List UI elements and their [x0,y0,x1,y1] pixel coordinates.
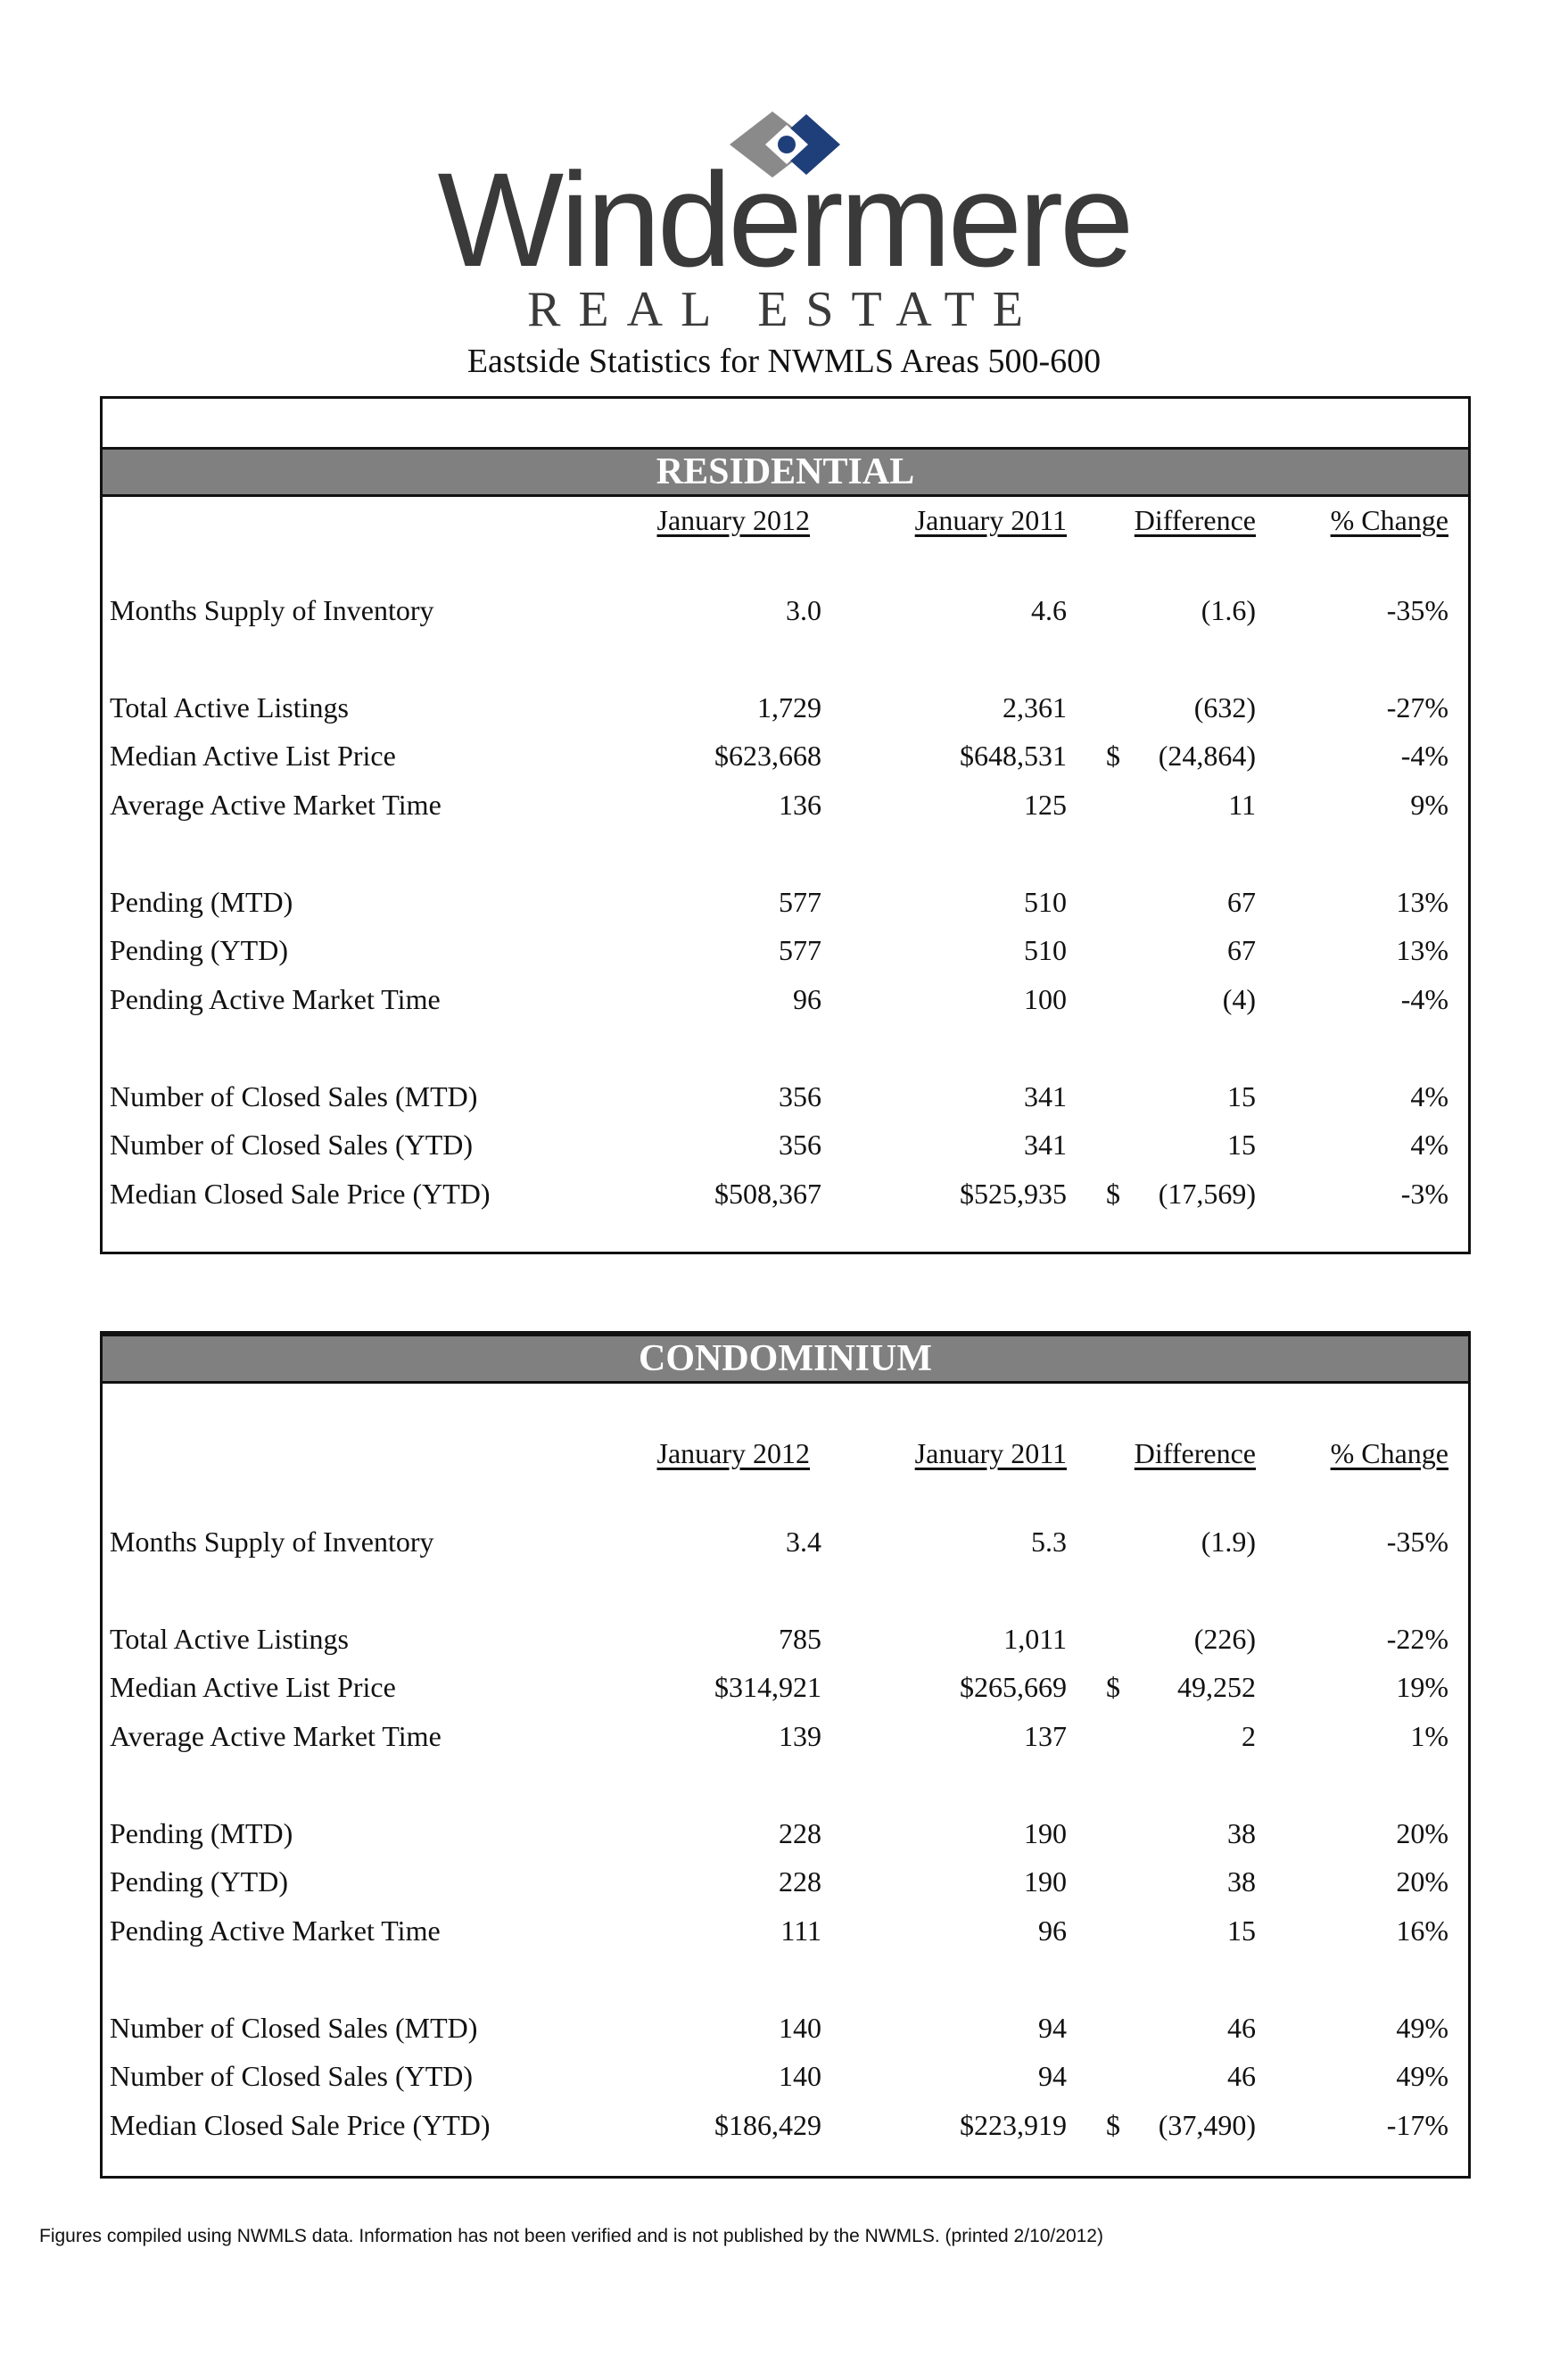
value-pct-change: -22% [1386,1623,1448,1655]
value-difference: (632) [1193,691,1256,724]
condominium-header-row [103,1432,1468,1475]
value-jan-2012: 785 [779,1623,821,1655]
row-label: Pending (YTD) [110,934,288,966]
header-difference: Difference [1134,504,1256,536]
table-row [103,783,1468,826]
value-pct-change: -3% [1400,1178,1448,1210]
value-pct-change: 20% [1396,1817,1448,1849]
value-jan-2011: $223,919 [960,2109,1067,2141]
row-label: Pending (MTD) [110,1817,293,1849]
header-jan-2011: January 2011 [914,504,1067,536]
value-jan-2012: 228 [779,1865,821,1898]
value-difference: (226) [1193,1623,1256,1655]
value-pct-change: 1% [1410,1720,1448,1752]
table-row [103,1075,1468,1118]
value-difference: (17,569) [1158,1178,1256,1210]
row-label: Months Supply of Inventory [110,594,434,626]
value-pct-change: 16% [1396,1914,1448,1947]
table-row [103,2006,1468,2049]
value-pct-change: -4% [1400,983,1448,1015]
table-row [103,978,1468,1021]
value-pct-change: 4% [1410,1080,1448,1112]
value-pct-change: 49% [1396,2060,1448,2092]
value-difference: 15 [1227,1080,1256,1112]
value-difference: (4) [1222,983,1256,1015]
value-jan-2012: 139 [779,1720,821,1752]
value-jan-2012: $314,921 [714,1671,821,1703]
value-jan-2011: 1,011 [1003,1623,1067,1655]
value-jan-2012: $623,668 [714,740,821,772]
table-row [103,686,1468,729]
value-difference: 49,252 [1177,1671,1256,1703]
table-row [103,589,1468,632]
table-row [103,1909,1468,1952]
value-jan-2011: 341 [1024,1129,1067,1161]
row-label: Pending Active Market Time [110,983,441,1015]
logo-tagline: REAL ESTATE [527,282,1041,337]
table-row [103,1617,1468,1660]
header-difference: Difference [1134,1437,1256,1469]
table-row [103,1666,1468,1708]
row-label: Pending (MTD) [110,886,293,918]
header-jan-2012: January 2012 [656,504,810,536]
residential-table [100,396,1471,1254]
difference-dollar-sign: $ [1106,2109,1120,2141]
value-jan-2011: 4.6 [1031,594,1067,626]
row-label: Median Active List Price [110,740,396,772]
table-row [103,1520,1468,1563]
difference-dollar-sign: $ [1106,1671,1120,1703]
row-label: Number of Closed Sales (YTD) [110,1129,474,1161]
value-difference: 67 [1227,934,1256,966]
value-pct-change: -27% [1386,691,1448,724]
value-difference: 67 [1227,886,1256,918]
row-label: Total Active Listings [110,691,349,724]
value-jan-2012: 356 [779,1129,821,1161]
table-row [103,881,1468,923]
value-jan-2012: 140 [779,2012,821,2044]
row-label: Median Active List Price [110,1671,396,1703]
value-pct-change: 4% [1410,1129,1448,1161]
windermere-logo [0,107,1568,339]
header-pct-change: % Change [1330,1437,1448,1469]
row-label: Median Closed Sale Price (YTD) [110,2109,491,2141]
value-jan-2012: $508,367 [714,1178,821,1210]
row-label: Median Closed Sale Price (YTD) [110,1178,491,1210]
value-jan-2012: 577 [779,934,821,966]
table-row [103,2055,1468,2097]
row-label: Number of Closed Sales (YTD) [110,2060,474,2092]
row-label: Number of Closed Sales (MTD) [110,2012,478,2044]
value-jan-2011: $265,669 [960,1671,1067,1703]
row-label: Average Active Market Time [110,789,442,821]
value-jan-2012: 136 [779,789,821,821]
value-pct-change: 13% [1396,934,1448,966]
value-jan-2012: $186,429 [714,2109,821,2141]
logo-wordmark: Windermere [437,145,1131,294]
header-pct-change: % Change [1330,504,1448,536]
value-jan-2012: 3.4 [786,1526,821,1558]
value-jan-2011: 5.3 [1031,1526,1067,1558]
footer-note: Figures compiled using NWMLS data. Information has not been verified and is not published by the NWMLS. (printed 2/10/2012) [39,2226,1103,2246]
value-difference: (1.6) [1201,594,1256,626]
header-jan-2011: January 2011 [914,1437,1067,1469]
row-label: Months Supply of Inventory [110,1526,434,1558]
value-pct-change: -4% [1400,740,1448,772]
difference-dollar-sign: $ [1106,1178,1120,1210]
table-row [103,2104,1468,2146]
value-jan-2011: 94 [1038,2012,1067,2044]
row-label: Total Active Listings [110,1623,349,1655]
value-jan-2011: 190 [1024,1865,1067,1898]
value-difference: 2 [1242,1720,1256,1752]
condominium-table [100,1331,1471,2179]
value-jan-2011: 96 [1038,1914,1067,1947]
residential-header-row [103,499,1468,542]
value-difference: 38 [1227,1865,1256,1898]
value-jan-2012: 140 [779,2060,821,2092]
value-jan-2011: 190 [1024,1817,1067,1849]
value-difference: 38 [1227,1817,1256,1849]
table-row [103,1715,1468,1757]
value-jan-2012: 228 [779,1817,821,1849]
table-row [103,734,1468,777]
value-jan-2011: 100 [1024,983,1067,1015]
value-pct-change: 19% [1396,1671,1448,1703]
value-jan-2011: $648,531 [960,740,1067,772]
value-difference: (1.9) [1201,1526,1256,1558]
value-pct-change: -17% [1386,2109,1448,2141]
value-jan-2011: $525,935 [960,1178,1067,1210]
value-jan-2011: 137 [1024,1720,1067,1752]
value-pct-change: 20% [1396,1865,1448,1898]
table-row [103,1812,1468,1855]
value-jan-2012: 1,729 [757,691,821,724]
value-jan-2011: 341 [1024,1080,1067,1112]
value-difference: 46 [1227,2012,1256,2044]
value-difference: (37,490) [1158,2109,1256,2141]
value-pct-change: 13% [1396,886,1448,918]
value-jan-2011: 2,361 [1003,691,1067,724]
condominium-title: CONDOMINIUM [103,1334,1468,1384]
value-difference: 46 [1227,2060,1256,2092]
value-difference: 15 [1227,1914,1256,1947]
row-label: Pending Active Market Time [110,1914,441,1947]
value-jan-2011: 94 [1038,2060,1067,2092]
value-pct-change: -35% [1386,594,1448,626]
value-difference: (24,864) [1158,740,1256,772]
value-pct-change: 49% [1396,2012,1448,2044]
value-difference: 15 [1227,1129,1256,1161]
value-jan-2012: 96 [793,983,821,1015]
value-jan-2011: 510 [1024,934,1067,966]
value-jan-2011: 510 [1024,886,1067,918]
value-jan-2012: 3.0 [786,594,821,626]
row-label: Average Active Market Time [110,1720,442,1752]
value-difference: 11 [1228,789,1256,821]
row-label: Number of Closed Sales (MTD) [110,1080,478,1112]
value-jan-2011: 125 [1024,789,1067,821]
value-jan-2012: 577 [779,886,821,918]
table-row [103,1172,1468,1215]
table-row [103,1123,1468,1166]
residential-title: RESIDENTIAL [103,447,1468,497]
page-subtitle: Eastside Statistics for NWMLS Areas 500-600 [466,343,1102,380]
header-jan-2012: January 2012 [656,1437,810,1469]
value-pct-change: 9% [1410,789,1448,821]
value-jan-2012: 111 [780,1914,821,1947]
value-jan-2012: 356 [779,1080,821,1112]
row-label: Pending (YTD) [110,1865,288,1898]
difference-dollar-sign: $ [1106,740,1120,772]
table-row [103,1860,1468,1903]
table-row [103,929,1468,972]
value-pct-change: -35% [1386,1526,1448,1558]
